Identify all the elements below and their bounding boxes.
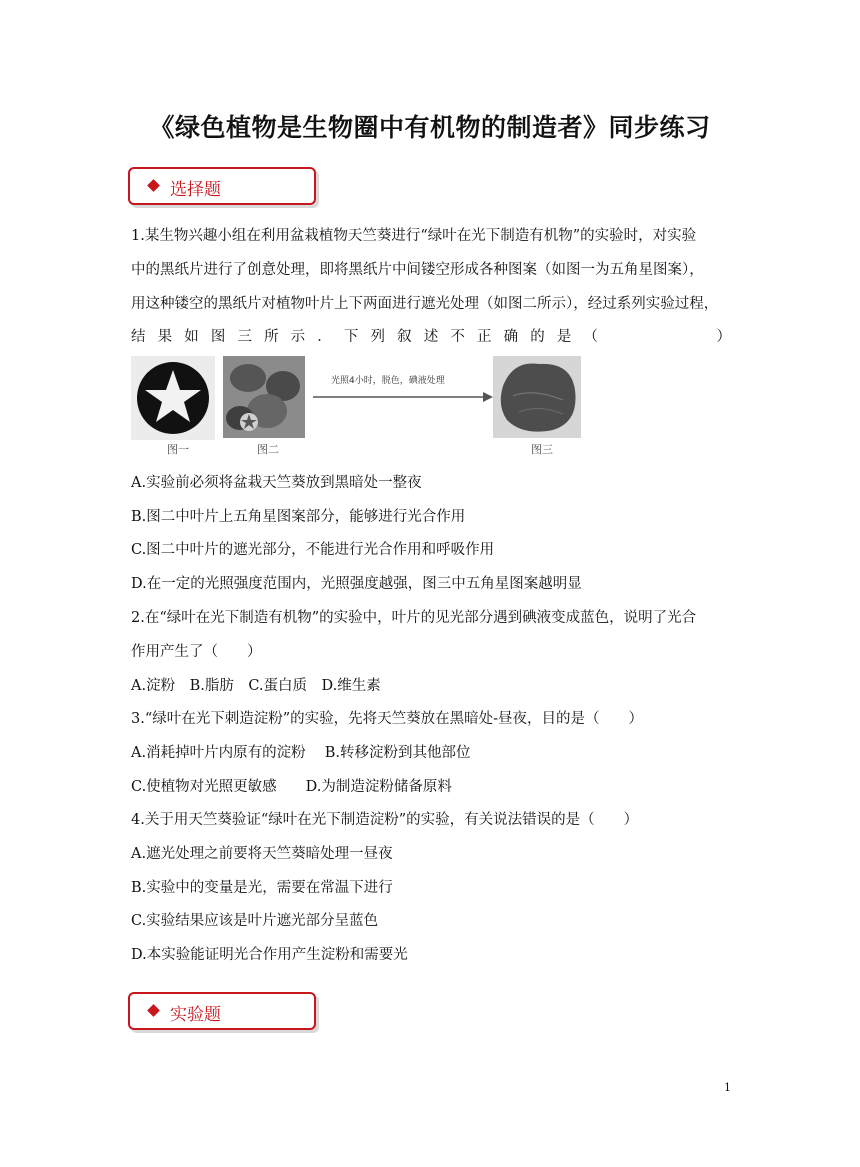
page-number: 1	[724, 1081, 731, 1094]
page-title: 《绿色植物是生物圈中有机物的制造者》同步练习	[149, 113, 711, 142]
question-2-line-1: 2.在“绿叶在光下制造有机物”的实验中，叶片的见光部分遇到碘液变成蓝色，说明了光合	[131, 610, 697, 626]
question-3-stem: 3.“绿叶在光下刺造淀粉”的实验，先将天竺葵放在黑暗处-昼夜，目的是（ ）	[131, 711, 644, 727]
arrow-right-icon	[313, 391, 493, 403]
figure-3-caption: 图三	[531, 443, 553, 456]
section-label: 选择题	[170, 180, 221, 200]
question-4-option-d: D.本实验能证明光合作用产生淀粉和需要光	[131, 947, 408, 963]
question-1-option-a: A.实验前必须将盆栽天竺葵放到黑暗处一整夜	[131, 475, 422, 491]
question-1-line-1: 1.某生物兴趣小组在利用盆栽植物天竺葵进行“绿叶在光下制造有机物”的实验时，对实验	[131, 228, 697, 244]
question-4-option-a: A.遮光处理之前要将天竺葵暗处理一昼夜	[131, 846, 393, 862]
section-header-experiment	[128, 992, 316, 1030]
question-1-option-b: B.图二中叶片上五角星图案部分，能够进行光合作用	[131, 509, 466, 525]
question-3-options-line-2: C.使植物对光照更敏感 D.为制造淀粉储备原料	[131, 779, 452, 795]
question-2-options: A.淀粉 B.脂肪 C.蛋白质 D.维生素	[131, 678, 381, 694]
figure-2-caption: 图二	[257, 443, 279, 456]
figure-2-image	[223, 356, 305, 438]
figure-1-image	[131, 356, 215, 440]
question-3-options-line-1: A.消耗掉叶片内原有的淀粉 B.转移淀粉到其他部位	[131, 745, 471, 761]
question-4-option-c: C.实验结果应该是叶片遮光部分呈蓝色	[131, 913, 379, 929]
question-1-option-c: C.图二中叶片的遮光部分，不能进行光合作用和呼吸作用	[131, 542, 495, 558]
question-4-stem: 4.关于用天竺葵验证“绿叶在光下制造淀粉”的实验，有关说法错误的是（ ）	[131, 812, 639, 828]
diamond-icon	[147, 179, 160, 192]
question-1-option-d: D.在一定的光照强度范围内，光照强度越强，图三中五角星图案越明显	[131, 576, 582, 592]
question-2-line-2: 作用产生了（ ）	[131, 644, 262, 660]
question-1-line-4: 结果如图三所示．下列叙述不正确的是（ ）	[131, 329, 731, 345]
figure-3-image	[493, 356, 581, 438]
question-1-line-2: 中的黑纸片进行了创意处理，即将黑纸片中间镂空形成各种图案（如图一为五角星图案），	[131, 262, 704, 278]
figure-1-caption: 图一	[167, 443, 189, 456]
question-1-line-3: 用这种镂空的黑纸片对植物叶片上下两面进行遮光处理（如图二所示），经过系列实验过程，	[131, 296, 719, 312]
section-header-choice	[128, 167, 316, 205]
section-label: 实验题	[170, 1005, 221, 1025]
arrow-label: 光照4小时，脱色，碘液处理	[331, 376, 445, 386]
question-4-option-b: B.实验中的变量是光，需要在常温下进行	[131, 880, 393, 896]
question-1-figure	[131, 353, 583, 458]
diamond-icon	[147, 1004, 160, 1017]
